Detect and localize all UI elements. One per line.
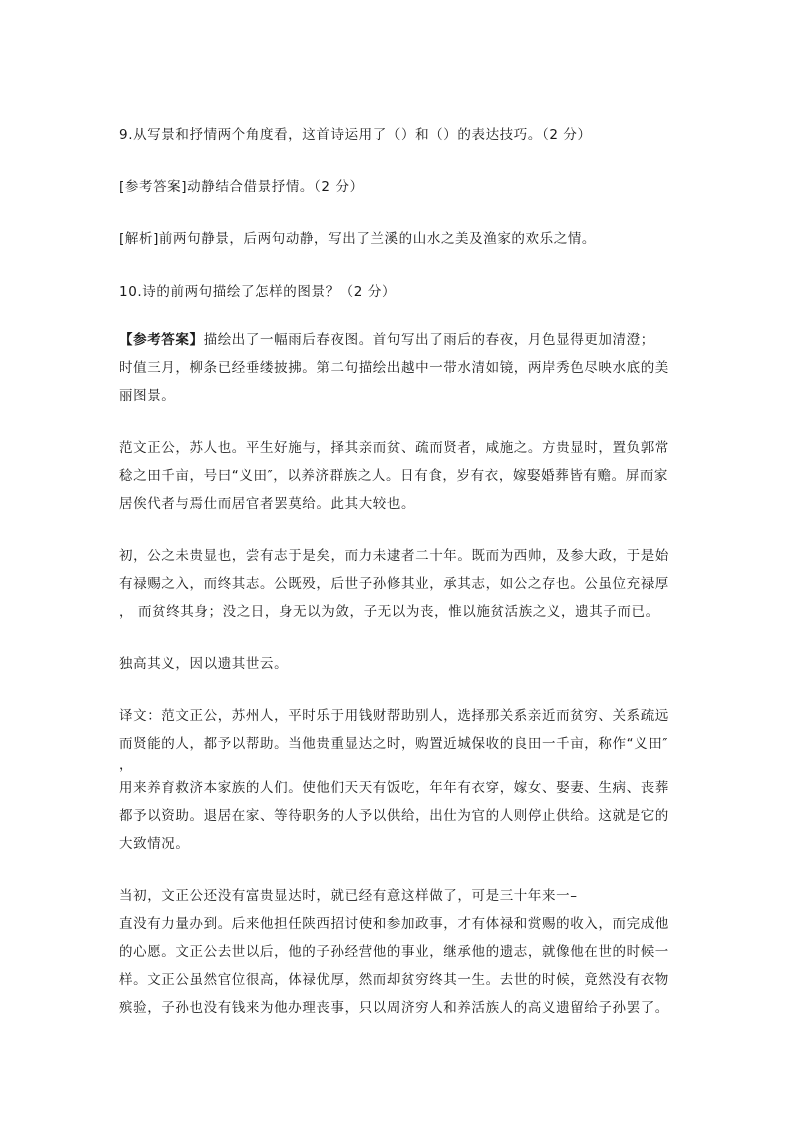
translation-para1-line-5: 都予以资助。退居在家、等待职务的人予以供给，出仕为官的人则停止供给。这就是它的 [119, 808, 669, 824]
answer-10-line-1: 【参考答案】描绘出了一幅雨后春夜图。首句写出了雨后的春夜，月色显得更加清澄； [119, 332, 655, 348]
answer-9: [参考答案]动静结合借景抒情。（2 分） [119, 179, 364, 195]
translation-para2-line-3: 的心愿。文正公去世以后，他的子孙经营他的事业，继承他的遗志，就像他在世的时候一 [119, 944, 669, 960]
translation-para2-line-1: 当初，文正公还没有富贵显达时，就已经有意这样做了，可是三十年来一– [119, 888, 578, 904]
answer-label: 【参考答案】 [119, 332, 204, 348]
translation-para1-line-4: 用来养育救济本家族的人们。使他们天天有饭吃，年年有衣穿，嫁女、娶妻、生病、丧葬 [119, 780, 669, 796]
classical-para1-line-3: 居俟代者与焉仕而居官者罢莫给。此其大较也。 [119, 496, 416, 512]
translation-para1-line-1: 译文：范文正公，苏州人，平时乐于用钱财帮助别人，选择那关系亲近而贫穷、关系疏远 [119, 708, 669, 724]
translation-para1-line-2: 而贤能的人，都予以帮助。当他贵重显达之时，购置近城保收的良田一千亩，称作“义田″ [119, 736, 669, 752]
translation-para1-line-6: 大致情况。 [119, 836, 190, 852]
answer-10-line-2: 时值三月，柳条已经垂缕披拂。第二句描绘出越中一带水清如镜，两岸秀色尽映水底的美 [119, 360, 669, 376]
classical-para2-line-3: ， 而贫终其身；没之日，身无以为敛，子无以为丧，惟以施贫活族之义，遗其子而已。 [119, 604, 660, 620]
analysis-9: [解析]前两句静景，后两句动静，写出了兰溪的山水之美及渔家的欢乐之情。 [119, 231, 597, 247]
question-10: 10.诗的前两句描绘了怎样的图景？（2 分） [119, 284, 397, 300]
translation-para2-line-4: 样。文正公虽然官位很高，体禄优厚，然而却贫穷终其一生。去世的时候，竟然没有衣物 [119, 972, 669, 988]
classical-para3: 独高其义，因以遗其世云。 [119, 656, 289, 672]
classical-para1-line-1: 范文正公，苏人也。平生好施与，择其亲而贫、疏而贤者，咸施之。方贵显时，置负郭常 [119, 440, 669, 456]
translation-para2-line-2: 直没有力量办到。后来他担任陕西招讨使和参加政事，才有体禄和赏赐的收入，而完成他 [119, 916, 669, 932]
question-9: 9.从写景和抒情两个角度看，这首诗运用了（）和（）的表达技巧。（2 分） [119, 127, 592, 143]
translation-para2-line-5: 殡验，子孙也没有钱来为他办理丧事，只以周济穷人和养活族人的高义遗留给子孙罢了。 [119, 1000, 669, 1016]
answer-10-line-3: 丽图景。 [119, 388, 176, 404]
classical-para1-line-2: 稔之田千亩，号曰“义田″，以养济群族之人。日有食，岁有衣，嫁娶婚葬皆有赡。屏而家 [119, 468, 669, 484]
classical-para2-line-1: 初，公之未贵显也，尝有志于是矣，而力未逮者二十年。既而为西帅，及参大政，于是始 [119, 548, 669, 564]
translation-para1-line-3: ， [119, 757, 134, 773]
classical-para2-line-2: 有禄赐之入，而终其志。公既殁，后世子孙修其业，承其志，如公之存也。公虽位充禄厚 [119, 576, 669, 592]
